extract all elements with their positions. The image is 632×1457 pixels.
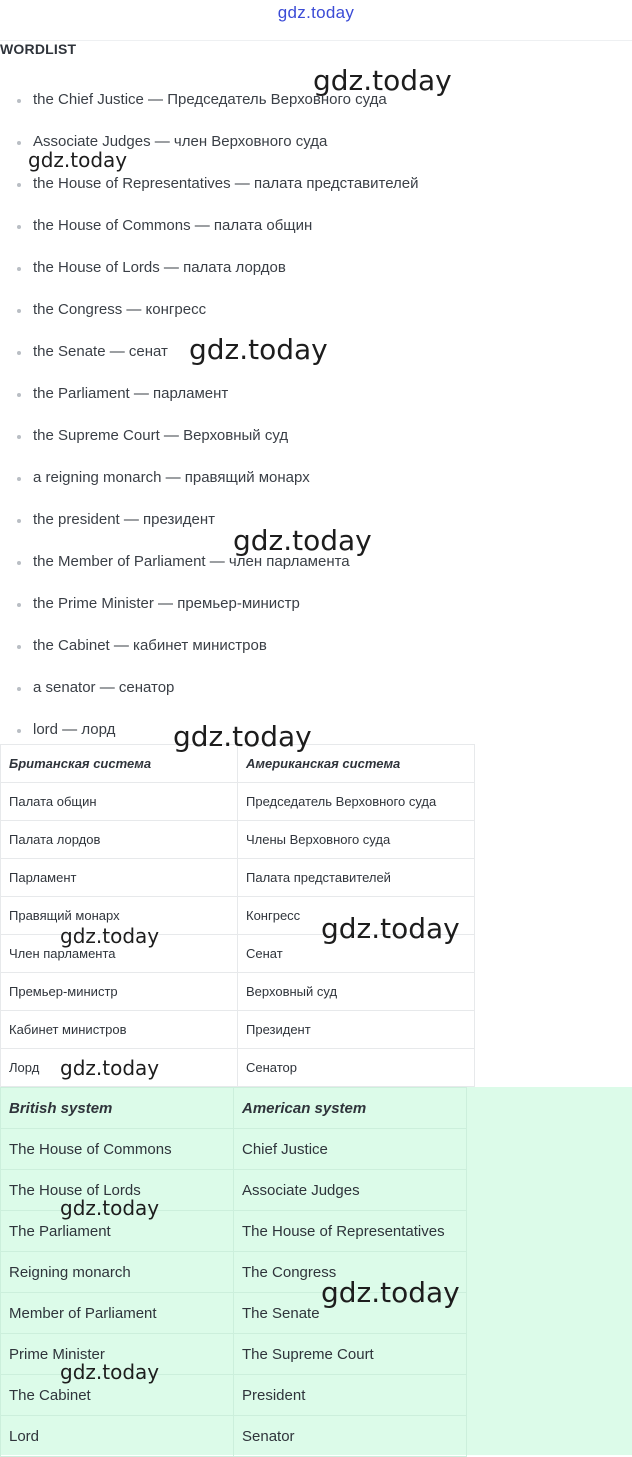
table-cell: Палата представителей xyxy=(238,859,475,897)
table-row xyxy=(1,897,475,935)
bullet-icon xyxy=(17,351,21,355)
table-row xyxy=(1,821,475,859)
table-cell: Сенат xyxy=(238,935,475,973)
table-row xyxy=(1,1011,475,1049)
table-header-row xyxy=(1,745,475,783)
table-cell: Chief Justice xyxy=(234,1129,467,1170)
list-item-text: the president — президент xyxy=(33,511,216,528)
header-cell: American system xyxy=(234,1088,467,1129)
wordlist-heading: WORDLIST xyxy=(0,41,77,57)
table-cell: Senator xyxy=(234,1416,467,1457)
header-cell: Британская система xyxy=(1,745,238,783)
list-item-text: the Cabinet — кабинет министров xyxy=(33,637,267,654)
bullet-icon xyxy=(17,393,21,397)
watermark: gdz.today xyxy=(60,1360,160,1384)
watermark: gdz.today xyxy=(321,912,460,945)
table-cell: The Congress xyxy=(234,1252,467,1293)
table-cell: The Supreme Court xyxy=(234,1334,467,1375)
table-cell: Prime Minister xyxy=(1,1334,234,1375)
table-row xyxy=(1,1293,467,1334)
table-cell: Member of Parliament xyxy=(1,1293,234,1334)
list-item-text: the Member of Parliament — член парламента xyxy=(33,553,350,570)
table-cell: Члены Верховного суда xyxy=(238,821,475,859)
table-cell: Парламент xyxy=(1,859,238,897)
watermark: gdz.today xyxy=(28,148,128,172)
list-item-text: the Parliament — парламент xyxy=(33,385,229,402)
table-cell: Reigning monarch xyxy=(1,1252,234,1293)
table-row xyxy=(1,1252,467,1293)
bullet-icon xyxy=(17,435,21,439)
watermark: gdz.today xyxy=(173,720,312,753)
table-row xyxy=(1,1049,475,1087)
table-cell: The House of Commons xyxy=(1,1129,234,1170)
table-cell: Палата общин xyxy=(1,783,238,821)
bullet-icon xyxy=(17,477,21,481)
watermark: gdz.today xyxy=(60,1196,160,1220)
table-cell: Член парламента xyxy=(1,935,238,973)
bullet-icon xyxy=(17,729,21,733)
table-cell: President xyxy=(234,1375,467,1416)
watermark: gdz.today xyxy=(233,524,372,557)
table-cell: Президент xyxy=(238,1011,475,1049)
watermark: gdz.today xyxy=(313,64,452,97)
header-divider xyxy=(0,40,632,41)
table-cell: Сенатор xyxy=(238,1049,475,1087)
list-item-text: the House of Representatives — палата представителей xyxy=(33,175,419,192)
list-item-text: the House of Lords — палата лордов xyxy=(33,259,286,276)
table-cell: The Parliament xyxy=(1,1211,234,1252)
table-row xyxy=(1,935,475,973)
bullet-icon xyxy=(17,309,21,313)
table-cell: Правящий монарх xyxy=(1,897,238,935)
bullet-icon xyxy=(17,267,21,271)
header-cell: Американская система xyxy=(238,745,475,783)
watermark: gdz.today xyxy=(189,333,328,366)
site-logo[interactable]: gdz.today xyxy=(277,3,355,22)
bullet-icon xyxy=(17,561,21,565)
table-header-row xyxy=(1,1088,467,1129)
table-row xyxy=(1,1170,467,1211)
bullet-icon xyxy=(17,99,21,103)
table-cell: The Cabinet xyxy=(1,1375,234,1416)
table-cell: Верховный суд xyxy=(238,973,475,1011)
watermark: gdz.today xyxy=(60,924,160,948)
table-cell: The House of Lords xyxy=(1,1170,234,1211)
bullet-icon xyxy=(17,519,21,523)
table-cell: Lord xyxy=(1,1416,234,1457)
list-item-text: a senator — сенатор xyxy=(33,679,175,696)
table-row xyxy=(1,1211,467,1252)
english-systems-table xyxy=(0,1087,467,1457)
watermark: gdz.today xyxy=(321,1276,460,1309)
table-cell: Лорд xyxy=(1,1049,238,1087)
list-item-text: the House of Commons — палата общин xyxy=(33,217,313,234)
russian-systems-table xyxy=(0,744,475,1087)
table-cell: Кабинет министров xyxy=(1,1011,238,1049)
list-item-text: the Supreme Court — Верховный суд xyxy=(33,427,289,444)
table-cell: The House of Representatives xyxy=(234,1211,467,1252)
bullet-icon xyxy=(17,141,21,145)
list-item-text: a reigning monarch — правящий монарх xyxy=(33,469,310,486)
table-row xyxy=(1,1129,467,1170)
table-row xyxy=(1,1416,467,1457)
table-cell: The Senate xyxy=(234,1293,467,1334)
table-cell: Председатель Верховного суда xyxy=(238,783,475,821)
table-row xyxy=(1,1334,467,1375)
bullet-icon xyxy=(17,603,21,607)
list-item-text: the Senate — сенат xyxy=(33,343,168,360)
bullet-icon xyxy=(17,183,21,187)
watermark: gdz.today xyxy=(60,1056,160,1080)
table-row xyxy=(1,859,475,897)
list-item-text: the Congress — конгресс xyxy=(33,301,207,318)
table-cell: Associate Judges xyxy=(234,1170,467,1211)
bullet-icon xyxy=(17,687,21,691)
list-item-text: the Prime Minister — премьер-министр xyxy=(33,595,300,612)
list-item-text: Associate Judges — член Верховного суда xyxy=(33,133,328,150)
table-row xyxy=(1,783,475,821)
table-cell: Конгресс xyxy=(238,897,475,935)
table-row xyxy=(1,973,475,1011)
table-cell: Премьер-министр xyxy=(1,973,238,1011)
header-cell: British system xyxy=(1,1088,234,1129)
table-cell: Палата лордов xyxy=(1,821,238,859)
bullet-icon xyxy=(17,225,21,229)
table-row xyxy=(1,1375,467,1416)
list-item-text: lord — лорд xyxy=(33,721,116,738)
bullet-icon xyxy=(17,645,21,649)
list-item-text: the Chief Justice — Председатель Верховного суда xyxy=(33,91,387,108)
